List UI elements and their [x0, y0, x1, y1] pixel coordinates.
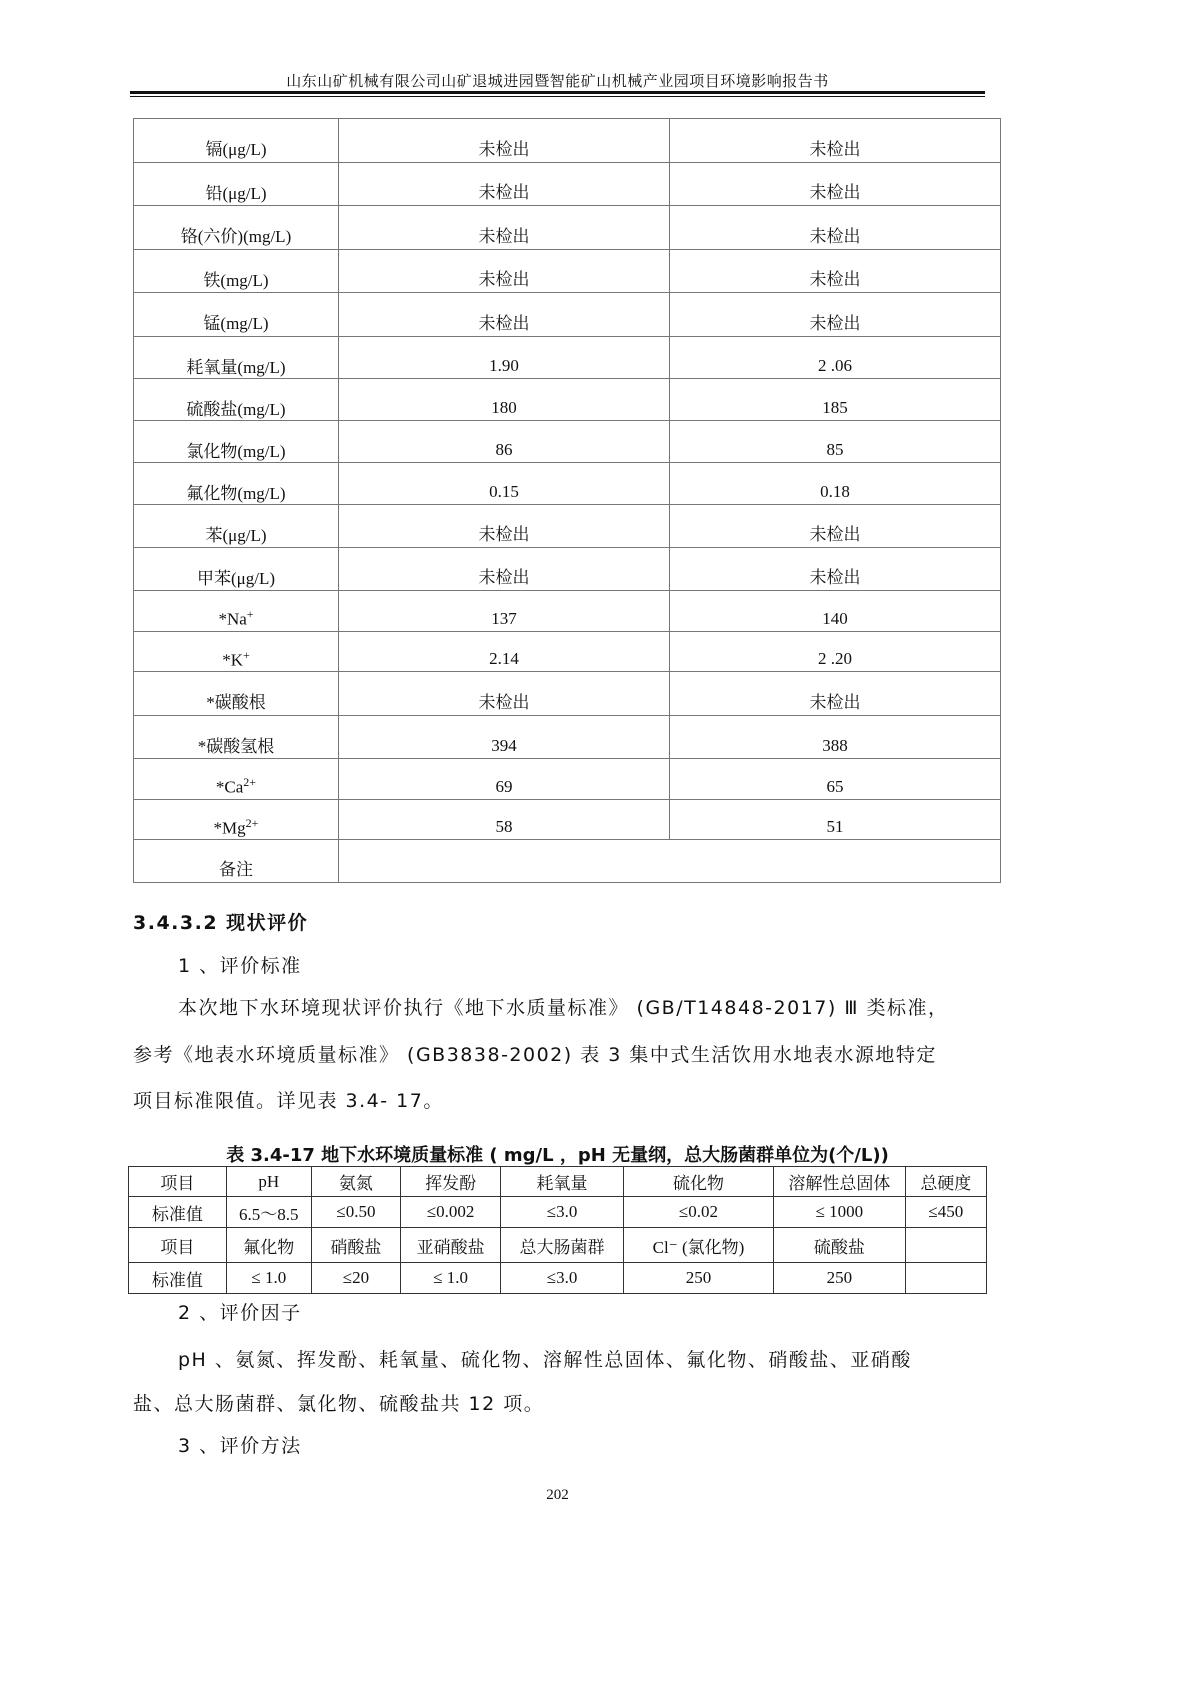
table-cell: 项目 — [129, 1228, 227, 1263]
label-text: 铅(μg/L) — [205, 184, 267, 203]
table-row — [134, 632, 1001, 672]
table-cell: 6.5～8.5 — [226, 1197, 311, 1228]
superscript: 2+ — [245, 816, 259, 830]
sample-2-value: 未检出 — [670, 163, 1001, 206]
paragraph-line: 本次地下水环境现状评价执行《地下水质量标准》 (GB/T14848-2017) Ⅲ 类标准， — [178, 997, 949, 1019]
table-cell: 标准值 — [129, 1263, 227, 1294]
sample-1-value: 1.90 — [339, 337, 670, 379]
paragraph-line: 盐、总大肠菌群、氯化物、硫酸盐共 12 项。 — [133, 1393, 545, 1415]
table-cell: ≤ 1000 — [774, 1197, 906, 1228]
sample-2-value: 2 .06 — [670, 337, 1001, 379]
row-label — [134, 548, 339, 591]
row-label — [134, 463, 339, 505]
table-row — [134, 716, 1001, 759]
table-cell: ≤ 1.0 — [226, 1263, 311, 1294]
table-cell: ≤3.0 — [501, 1263, 624, 1294]
table-row — [134, 119, 1001, 163]
remark-cell — [339, 840, 1001, 883]
label-text: 锰(mg/L) — [203, 314, 269, 333]
list-item-2: 2 、评价因子 — [178, 1302, 302, 1324]
paragraph-line: 参考《地表水环境质量标准》 (GB3838-2002) 表 3 集中式生活饮用水地表水源地特定 — [133, 1044, 937, 1066]
superscript: + — [243, 648, 250, 662]
sample-1-value: 未检出 — [339, 119, 670, 163]
table-row — [134, 337, 1001, 379]
table-row — [134, 293, 1001, 337]
table-row — [134, 548, 1001, 591]
header-rule-thin — [130, 96, 985, 97]
table-row — [134, 421, 1001, 463]
row-label — [134, 379, 339, 421]
label-text: 耗氧量(mg/L) — [186, 358, 286, 377]
row-label — [134, 337, 339, 379]
table-row — [129, 1228, 987, 1263]
row-label — [134, 505, 339, 548]
sample-1-value: 69 — [339, 759, 670, 800]
table-cell: 硝酸盐 — [311, 1228, 400, 1263]
sample-1-value: 2.14 — [339, 632, 670, 672]
table-row — [129, 1167, 987, 1197]
section-heading: 3.4.3.2 现状评价 — [133, 912, 309, 934]
row-label — [134, 716, 339, 759]
superscript: 2+ — [243, 775, 257, 789]
table-cell: ≤ 1.0 — [401, 1263, 501, 1294]
table-cell: 耗氧量 — [501, 1167, 624, 1197]
row-label — [134, 250, 339, 293]
table-cell: 250 — [774, 1263, 906, 1294]
row-label — [134, 632, 339, 672]
table-cell: 挥发酚 — [401, 1167, 501, 1197]
sample-1-value: 394 — [339, 716, 670, 759]
label-text: 镉(μg/L) — [205, 140, 267, 159]
sample-2-value: 140 — [670, 591, 1001, 632]
table-cell: ≤450 — [905, 1197, 986, 1228]
table-cell: 项目 — [129, 1167, 227, 1197]
table-row — [134, 163, 1001, 206]
table-row — [129, 1197, 987, 1228]
row-label — [134, 800, 339, 840]
table-row — [134, 463, 1001, 505]
label-text: 氟化物(mg/L) — [186, 484, 286, 503]
table-row — [134, 800, 1001, 840]
list-item-3: 3 、评价方法 — [178, 1435, 302, 1457]
sample-1-value: 86 — [339, 421, 670, 463]
label-text: *碳酸氢根 — [197, 737, 275, 756]
sample-1-value: 未检出 — [339, 672, 670, 716]
table-row — [134, 206, 1001, 250]
sample-1-value: 未检出 — [339, 206, 670, 250]
sample-2-value: 51 — [670, 800, 1001, 840]
row-label — [134, 421, 339, 463]
sample-2-value: 185 — [670, 379, 1001, 421]
sample-1-value: 137 — [339, 591, 670, 632]
sample-2-value: 2 .20 — [670, 632, 1001, 672]
label-text: *Na — [218, 609, 247, 629]
sample-1-value: 58 — [339, 800, 670, 840]
table-cell — [905, 1263, 986, 1294]
table-cell: Cl⁻ (氯化物) — [623, 1228, 773, 1263]
sample-2-value: 65 — [670, 759, 1001, 800]
table-cell: 硫酸盐 — [774, 1228, 906, 1263]
table-cell: ≤0.002 — [401, 1197, 501, 1228]
sample-1-value: 未检出 — [339, 250, 670, 293]
water-quality-results-table — [133, 118, 1001, 883]
sample-2-value: 388 — [670, 716, 1001, 759]
table-caption: 表 3.4-17 地下水环境质量标准 ( mg/L ，pH 无量纲，总大肠菌群单位为(个/L)) — [226, 1145, 889, 1166]
row-label — [134, 759, 339, 800]
label-text: 氯化物(mg/L) — [186, 442, 286, 461]
table-cell: 250 — [623, 1263, 773, 1294]
sample-2-value: 未检出 — [670, 548, 1001, 591]
groundwater-standard-table — [128, 1166, 987, 1294]
paragraph-line: 项目标准限值。详见表 3.4- 17。 — [133, 1090, 444, 1112]
list-item-1: 1 、评价标准 — [178, 955, 302, 977]
label-text: 苯(μg/L) — [205, 526, 267, 545]
table-row — [134, 759, 1001, 800]
sample-2-value: 85 — [670, 421, 1001, 463]
sample-1-value: 未检出 — [339, 293, 670, 337]
row-label — [134, 206, 339, 250]
label-text: *K — [222, 650, 243, 670]
table-row — [134, 250, 1001, 293]
page-number: 202 — [546, 1487, 569, 1503]
sample-2-value: 未检出 — [670, 206, 1001, 250]
label-text: *Ca — [215, 777, 244, 797]
superscript: + — [246, 607, 254, 621]
label-text: *碳酸根 — [206, 693, 266, 712]
table-row — [134, 505, 1001, 548]
label-text: 甲苯(μg/L) — [196, 569, 276, 588]
sample-2-value: 未检出 — [670, 505, 1001, 548]
table-cell: 标准值 — [129, 1197, 227, 1228]
remark-label: 备注 — [134, 840, 339, 883]
row-label — [134, 293, 339, 337]
table-row — [134, 672, 1001, 716]
sample-1-value: 180 — [339, 379, 670, 421]
table-row — [134, 379, 1001, 421]
row-label — [134, 672, 339, 716]
sample-2-value: 未检出 — [670, 672, 1001, 716]
table-row — [134, 591, 1001, 632]
remark-row — [134, 840, 1001, 883]
table-cell: 总硬度 — [905, 1167, 986, 1197]
sample-2-value: 未检出 — [670, 293, 1001, 337]
table-cell: ≤3.0 — [501, 1197, 624, 1228]
table-cell: 溶解性总固体 — [774, 1167, 906, 1197]
sample-2-value: 未检出 — [670, 119, 1001, 163]
sample-1-value: 未检出 — [339, 548, 670, 591]
sample-1-value: 未检出 — [339, 505, 670, 548]
paragraph-line: pH 、氨氮、挥发酚、耗氧量、硫化物、溶解性总固体、氟化物、硝酸盐、亚硝酸 — [178, 1349, 912, 1371]
label-text: 铁(mg/L) — [203, 271, 269, 290]
sample-2-value: 未检出 — [670, 250, 1001, 293]
running-header: 山东山矿机械有限公司山矿退城进园暨智能矿山机械产业园项目环境影响报告书 — [286, 72, 829, 90]
label-text: 硫酸盐(mg/L) — [186, 400, 286, 419]
sample-2-value: 0.18 — [670, 463, 1001, 505]
table-cell: pH — [226, 1167, 311, 1197]
table-cell: 氟化物 — [226, 1228, 311, 1263]
row-label — [134, 119, 339, 163]
sample-1-value: 0.15 — [339, 463, 670, 505]
row-label — [134, 591, 339, 632]
row-label — [134, 163, 339, 206]
header-rule — [130, 91, 985, 94]
table-cell: 硫化物 — [623, 1167, 773, 1197]
table-cell: ≤20 — [311, 1263, 400, 1294]
label-text: *Mg — [213, 818, 246, 838]
table-cell: ≤0.50 — [311, 1197, 400, 1228]
label-text: 铬(六价)(mg/L) — [180, 227, 292, 246]
table-cell: 总大肠菌群 — [501, 1228, 624, 1263]
table-cell: 氨氮 — [311, 1167, 400, 1197]
table-cell: 亚硝酸盐 — [401, 1228, 501, 1263]
table-cell — [905, 1228, 986, 1263]
table-cell: ≤0.02 — [623, 1197, 773, 1228]
table-row — [129, 1263, 987, 1294]
sample-1-value: 未检出 — [339, 163, 670, 206]
